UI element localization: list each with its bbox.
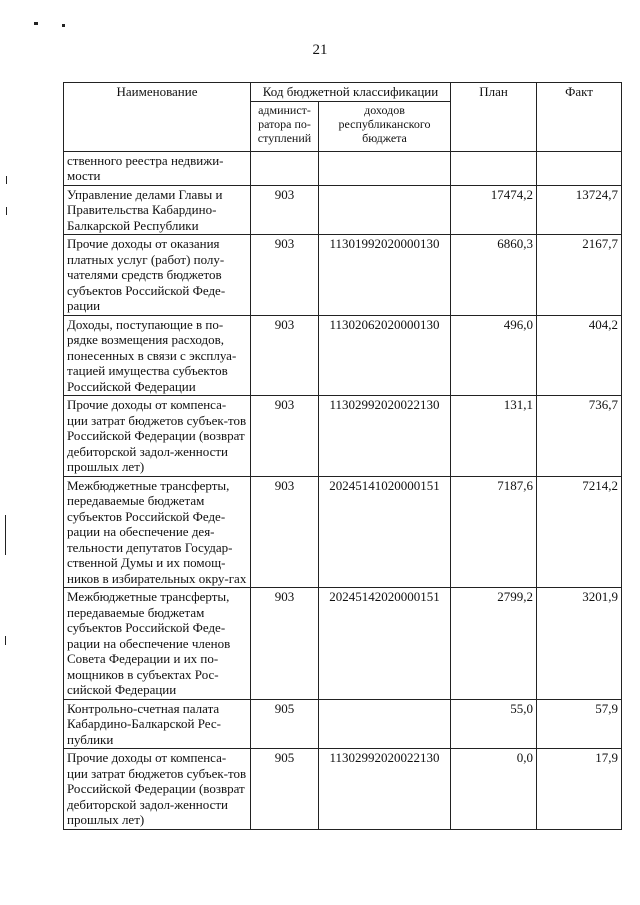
row-plan: 17474,2	[451, 185, 537, 235]
table-row	[64, 699, 622, 749]
row-name: Межбюджетные трансферты, передаваемые бюджетам субъектов Российской Феде-рации на обеспечение членов Совета Федерации и их по-мощников в субъектах Рос-сийской Федерации	[64, 588, 251, 700]
scan-mark	[5, 515, 6, 555]
table-row	[64, 749, 622, 830]
scan-mark	[62, 24, 65, 27]
row-name: Доходы, поступающие в по-рядке возмещения расходов, понесенных в связи с эксплуа-тацией имущества субъектов Российской Федерации	[64, 315, 251, 396]
page-number: 21	[312, 42, 328, 58]
row-plan: 55,0	[451, 699, 537, 749]
row-admin: 903	[251, 235, 319, 316]
header-income: доходов республиканского бюджета	[319, 101, 451, 151]
row-code	[319, 185, 451, 235]
row-name: ственного реестра недвижи-мости	[64, 151, 251, 185]
row-admin: 903	[251, 588, 319, 700]
row-name: Прочие доходы от компенса-ции затрат бюджетов субъек-тов Российской Федерации (возврат дебиторской задол-женности прошлых лет)	[64, 396, 251, 477]
row-code: 11301992020000130	[319, 235, 451, 316]
header-plan: План	[451, 83, 537, 152]
row-plan: 0,0	[451, 749, 537, 830]
scan-mark	[6, 207, 7, 215]
row-fact: 2167,7	[537, 235, 622, 316]
row-plan: 6860,3	[451, 235, 537, 316]
budget-table	[63, 82, 622, 830]
row-code: 20245142020000151	[319, 588, 451, 700]
header-code-group: Код бюджетной классификации	[251, 83, 451, 102]
row-code: 11302062020000130	[319, 315, 451, 396]
row-name: Межбюджетные трансферты, передаваемые бюджетам субъектов Российской Феде-рации на обеспечение дея-тельности депутатов Государ-ственной Думы и их помощ-ников в избирательных окру-гах	[64, 476, 251, 588]
table-row	[64, 588, 622, 700]
row-fact: 17,9	[537, 749, 622, 830]
table-row	[64, 185, 622, 235]
row-code: 20245141020000151	[319, 476, 451, 588]
header-fact: Факт	[537, 83, 622, 152]
row-fact: 404,2	[537, 315, 622, 396]
row-plan: 496,0	[451, 315, 537, 396]
table-body	[64, 151, 622, 829]
scan-mark	[5, 636, 6, 645]
scan-mark	[6, 176, 7, 184]
row-admin: 903	[251, 396, 319, 477]
row-fact: 7214,2	[537, 476, 622, 588]
row-name: Управление делами Главы и Правительства Кабардино-Балкарской Республики	[64, 185, 251, 235]
row-fact: 736,7	[537, 396, 622, 477]
row-plan: 7187,6	[451, 476, 537, 588]
row-code	[319, 151, 451, 185]
scan-mark	[34, 22, 38, 25]
header-admin: админист-ратора по-ступлений	[251, 101, 319, 151]
row-code: 11302992020022130	[319, 396, 451, 477]
row-fact: 3201,9	[537, 588, 622, 700]
row-code	[319, 699, 451, 749]
row-name: Контрольно-счетная палата Кабардино-Балкарской Рес-публики	[64, 699, 251, 749]
row-admin: 905	[251, 699, 319, 749]
row-plan: 2799,2	[451, 588, 537, 700]
row-name: Прочие доходы от оказания платных услуг (работ) полу-чателями средств бюджетов субъектов Российской Феде-рации	[64, 235, 251, 316]
row-fact: 13724,7	[537, 185, 622, 235]
header-name: Наименование	[64, 83, 251, 152]
row-plan: 131,1	[451, 396, 537, 477]
row-admin: 905	[251, 749, 319, 830]
table-row	[64, 151, 622, 185]
table-row	[64, 396, 622, 477]
row-admin	[251, 151, 319, 185]
row-admin: 903	[251, 315, 319, 396]
table-row	[64, 476, 622, 588]
row-name: Прочие доходы от компенса-ции затрат бюджетов субъек-тов Российской Федерации (возврат дебиторской задол-женности прошлых лет)	[64, 749, 251, 830]
row-admin: 903	[251, 185, 319, 235]
row-fact	[537, 151, 622, 185]
row-code: 11302992020022130	[319, 749, 451, 830]
row-admin: 903	[251, 476, 319, 588]
row-plan	[451, 151, 537, 185]
row-fact: 57,9	[537, 699, 622, 749]
table-row	[64, 315, 622, 396]
table-row	[64, 235, 622, 316]
